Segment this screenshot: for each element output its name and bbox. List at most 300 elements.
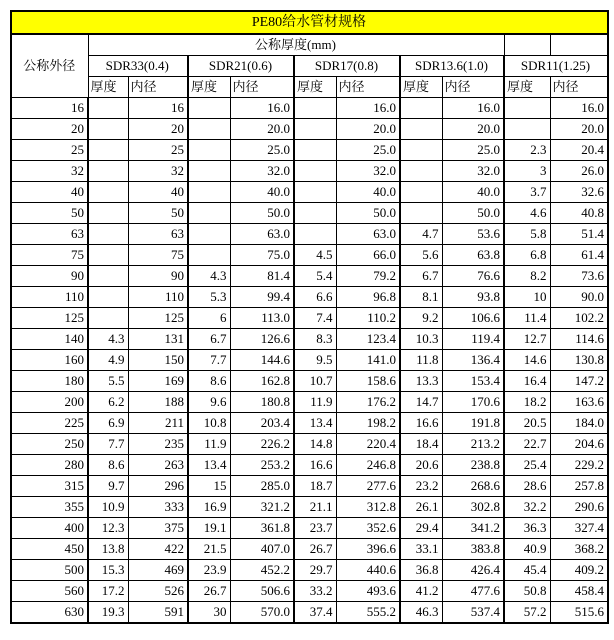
value-cell: 333: [128, 497, 188, 518]
value-cell: 90: [128, 266, 188, 287]
value-cell: 16.6: [400, 413, 442, 434]
value-cell: 184.0: [550, 413, 608, 434]
value-cell: 18.7: [294, 476, 336, 497]
value-cell: 63: [128, 224, 188, 245]
value-cell: 226.2: [230, 434, 294, 455]
table-row: [11, 245, 608, 266]
value-cell: [188, 203, 230, 224]
sdr-group-header: SDR33(0.4): [88, 56, 188, 77]
value-cell: [400, 182, 442, 203]
value-cell: 75: [128, 245, 188, 266]
value-cell: 163.6: [550, 392, 608, 413]
value-cell: 10.3: [400, 329, 442, 350]
value-cell: 8.6: [88, 455, 128, 476]
value-cell: 352.6: [336, 518, 400, 539]
value-cell: 32.2: [504, 497, 550, 518]
value-cell: 90.0: [550, 287, 608, 308]
value-cell: 422: [128, 539, 188, 560]
value-cell: 5.5: [88, 371, 128, 392]
value-cell: 375: [128, 518, 188, 539]
value-cell: 6.7: [188, 329, 230, 350]
table-row: [11, 287, 608, 308]
thickness-subheader: 厚度: [188, 77, 230, 98]
table-row: [11, 560, 608, 581]
value-cell: 246.8: [336, 455, 400, 476]
value-cell: 213.2: [442, 434, 504, 455]
value-cell: 41.2: [400, 581, 442, 602]
value-cell: 125: [128, 308, 188, 329]
inner-diameter-subheader: 内径: [128, 77, 188, 98]
value-cell: 99.4: [230, 287, 294, 308]
table-row: [11, 581, 608, 602]
title-row: [11, 11, 608, 34]
od-cell: 125: [11, 308, 88, 329]
value-cell: 6.6: [294, 287, 336, 308]
value-cell: 29.7: [294, 560, 336, 581]
value-cell: [88, 266, 128, 287]
value-cell: 26.0: [550, 161, 608, 182]
value-cell: [88, 98, 128, 119]
value-cell: 188: [128, 392, 188, 413]
value-cell: 506.6: [230, 581, 294, 602]
value-cell: [88, 224, 128, 245]
value-cell: 10: [504, 287, 550, 308]
value-cell: 150: [128, 350, 188, 371]
value-cell: 426.4: [442, 560, 504, 581]
value-cell: 22.7: [504, 434, 550, 455]
table-row: [11, 161, 608, 182]
value-cell: 235: [128, 434, 188, 455]
value-cell: 63.0: [230, 224, 294, 245]
value-cell: [88, 245, 128, 266]
thickness-subheader: 厚度: [400, 77, 442, 98]
sdr-group-header: SDR17(0.8): [294, 56, 400, 77]
value-cell: 141.0: [336, 350, 400, 371]
value-cell: 21.5: [188, 539, 230, 560]
od-header: 公称外径: [11, 34, 88, 98]
value-cell: 9.5: [294, 350, 336, 371]
value-cell: 6.2: [88, 392, 128, 413]
value-cell: 46.3: [400, 602, 442, 624]
inner-diameter-subheader: 内径: [442, 77, 504, 98]
value-cell: 12.3: [88, 518, 128, 539]
value-cell: 229.2: [550, 455, 608, 476]
value-cell: 79.2: [336, 266, 400, 287]
header-row-sdr: [11, 56, 608, 77]
value-cell: 144.6: [230, 350, 294, 371]
value-cell: 469: [128, 560, 188, 581]
value-cell: 50.0: [230, 203, 294, 224]
value-cell: 203.4: [230, 413, 294, 434]
table-row: [11, 119, 608, 140]
value-cell: 40: [128, 182, 188, 203]
thickness-subheader: 厚度: [504, 77, 550, 98]
value-cell: 20.0: [550, 119, 608, 140]
value-cell: 5.3: [188, 287, 230, 308]
table-row: [11, 98, 608, 119]
value-cell: [294, 140, 336, 161]
value-cell: 4.3: [88, 329, 128, 350]
value-cell: 25.0: [230, 140, 294, 161]
table-row: [11, 350, 608, 371]
value-cell: 131: [128, 329, 188, 350]
value-cell: 36.3: [504, 518, 550, 539]
value-cell: 33.2: [294, 581, 336, 602]
value-cell: [400, 119, 442, 140]
value-cell: 8.2: [504, 266, 550, 287]
table-row: [11, 140, 608, 161]
value-cell: 20.0: [442, 119, 504, 140]
value-cell: 13.3: [400, 371, 442, 392]
value-cell: 180.8: [230, 392, 294, 413]
value-cell: 191.8: [442, 413, 504, 434]
value-cell: [504, 119, 550, 140]
value-cell: 25.0: [336, 140, 400, 161]
od-cell: 180: [11, 371, 88, 392]
value-cell: 123.4: [336, 329, 400, 350]
value-cell: 61.4: [550, 245, 608, 266]
value-cell: 302.8: [442, 497, 504, 518]
value-cell: 312.8: [336, 497, 400, 518]
value-cell: [188, 119, 230, 140]
value-cell: [88, 182, 128, 203]
value-cell: 11.9: [294, 392, 336, 413]
value-cell: 53.6: [442, 224, 504, 245]
value-cell: 50.8: [504, 581, 550, 602]
value-cell: 16.0: [442, 98, 504, 119]
value-cell: 45.4: [504, 560, 550, 581]
value-cell: 63.0: [336, 224, 400, 245]
value-cell: [188, 224, 230, 245]
value-cell: 327.4: [550, 518, 608, 539]
value-cell: 20.5: [504, 413, 550, 434]
od-cell: 50: [11, 203, 88, 224]
value-cell: 20.4: [550, 140, 608, 161]
value-cell: 50: [128, 203, 188, 224]
value-cell: 9.2: [400, 308, 442, 329]
od-cell: 40: [11, 182, 88, 203]
value-cell: 5.8: [504, 224, 550, 245]
table-row: [11, 434, 608, 455]
table-row: [11, 371, 608, 392]
value-cell: 25: [128, 140, 188, 161]
value-cell: 6: [188, 308, 230, 329]
value-cell: [88, 203, 128, 224]
od-cell: 500: [11, 560, 88, 581]
value-cell: [294, 119, 336, 140]
table-row: [11, 518, 608, 539]
table-row: [11, 329, 608, 350]
thickness-subheader: 厚度: [294, 77, 336, 98]
value-cell: 30: [188, 602, 230, 624]
value-cell: 28.6: [504, 476, 550, 497]
value-cell: 277.6: [336, 476, 400, 497]
table-row: [11, 308, 608, 329]
od-cell: 75: [11, 245, 88, 266]
value-cell: 136.4: [442, 350, 504, 371]
value-cell: 515.6: [550, 602, 608, 624]
value-cell: 268.6: [442, 476, 504, 497]
value-cell: 591: [128, 602, 188, 624]
value-cell: 2.3: [504, 140, 550, 161]
value-cell: 33.1: [400, 539, 442, 560]
value-cell: 8.3: [294, 329, 336, 350]
value-cell: 7.7: [88, 434, 128, 455]
value-cell: 3: [504, 161, 550, 182]
od-cell: 560: [11, 581, 88, 602]
value-cell: 6.8: [504, 245, 550, 266]
value-cell: 5.4: [294, 266, 336, 287]
od-cell: 90: [11, 266, 88, 287]
value-cell: 18.4: [400, 434, 442, 455]
value-cell: 25.0: [442, 140, 504, 161]
pipe-spec-table: [10, 10, 609, 624]
value-cell: 12.7: [504, 329, 550, 350]
value-cell: 13.8: [88, 539, 128, 560]
value-cell: [400, 161, 442, 182]
value-cell: 6.9: [88, 413, 128, 434]
od-cell: 20: [11, 119, 88, 140]
value-cell: 458.4: [550, 581, 608, 602]
value-cell: 110.2: [336, 308, 400, 329]
value-cell: 8.6: [188, 371, 230, 392]
value-cell: 25.4: [504, 455, 550, 476]
value-cell: [504, 98, 550, 119]
value-cell: 147.2: [550, 371, 608, 392]
value-cell: 493.6: [336, 581, 400, 602]
value-cell: 50.0: [442, 203, 504, 224]
value-cell: 537.4: [442, 602, 504, 624]
value-cell: 57.2: [504, 602, 550, 624]
value-cell: 11.9: [188, 434, 230, 455]
value-cell: 16: [128, 98, 188, 119]
value-cell: 407.0: [230, 539, 294, 560]
empty-header-cell: [550, 34, 608, 56]
value-cell: 526: [128, 581, 188, 602]
od-cell: 315: [11, 476, 88, 497]
value-cell: [400, 140, 442, 161]
value-cell: 18.2: [504, 392, 550, 413]
value-cell: 37.4: [294, 602, 336, 624]
value-cell: 106.6: [442, 308, 504, 329]
value-cell: 32.0: [442, 161, 504, 182]
value-cell: 23.9: [188, 560, 230, 581]
value-cell: 16.0: [336, 98, 400, 119]
table-row: [11, 224, 608, 245]
value-cell: 15.3: [88, 560, 128, 581]
value-cell: 10.7: [294, 371, 336, 392]
value-cell: [88, 161, 128, 182]
table-title: PE80给水管材规格: [11, 11, 608, 34]
value-cell: 16.0: [550, 98, 608, 119]
value-cell: 452.2: [230, 560, 294, 581]
value-cell: 102.2: [550, 308, 608, 329]
table-row: [11, 602, 608, 624]
table-row: [11, 539, 608, 560]
value-cell: 153.4: [442, 371, 504, 392]
header-row-thickness: [11, 34, 608, 56]
value-cell: 16.0: [230, 98, 294, 119]
value-cell: 211: [128, 413, 188, 434]
value-cell: 63.8: [442, 245, 504, 266]
value-cell: [188, 245, 230, 266]
sdr-group-header: SDR11(1.25): [504, 56, 608, 77]
value-cell: [88, 308, 128, 329]
od-cell: 630: [11, 602, 88, 624]
value-cell: 396.6: [336, 539, 400, 560]
table-row: [11, 497, 608, 518]
value-cell: 409.2: [550, 560, 608, 581]
value-cell: 21.1: [294, 497, 336, 518]
value-cell: 169: [128, 371, 188, 392]
value-cell: 14.6: [504, 350, 550, 371]
value-cell: 66.0: [336, 245, 400, 266]
value-cell: 285.0: [230, 476, 294, 497]
value-cell: [294, 182, 336, 203]
od-cell: 250: [11, 434, 88, 455]
value-cell: [400, 203, 442, 224]
value-cell: 10.8: [188, 413, 230, 434]
value-cell: 40.0: [336, 182, 400, 203]
inner-diameter-subheader: 内径: [336, 77, 400, 98]
value-cell: 383.8: [442, 539, 504, 560]
table-row: [11, 413, 608, 434]
value-cell: 14.8: [294, 434, 336, 455]
value-cell: [294, 203, 336, 224]
value-cell: 5.6: [400, 245, 442, 266]
value-cell: 220.4: [336, 434, 400, 455]
value-cell: 4.6: [504, 203, 550, 224]
value-cell: 26.1: [400, 497, 442, 518]
value-cell: 26.7: [188, 581, 230, 602]
value-cell: [88, 119, 128, 140]
value-cell: 13.4: [188, 455, 230, 476]
value-cell: 16.9: [188, 497, 230, 518]
value-cell: [294, 98, 336, 119]
table-row: [11, 476, 608, 497]
value-cell: [188, 182, 230, 203]
value-cell: 170.6: [442, 392, 504, 413]
od-cell: 280: [11, 455, 88, 476]
value-cell: [294, 161, 336, 182]
value-cell: 93.8: [442, 287, 504, 308]
value-cell: 3.7: [504, 182, 550, 203]
value-cell: 257.8: [550, 476, 608, 497]
value-cell: 75.0: [230, 245, 294, 266]
od-cell: 160: [11, 350, 88, 371]
value-cell: 113.0: [230, 308, 294, 329]
value-cell: 238.8: [442, 455, 504, 476]
value-cell: 32: [128, 161, 188, 182]
value-cell: 119.4: [442, 329, 504, 350]
od-cell: 16: [11, 98, 88, 119]
value-cell: 9.6: [188, 392, 230, 413]
value-cell: 26.7: [294, 539, 336, 560]
table-row: [11, 182, 608, 203]
value-cell: 4.3: [188, 266, 230, 287]
value-cell: 81.4: [230, 266, 294, 287]
value-cell: [88, 287, 128, 308]
value-cell: 296: [128, 476, 188, 497]
value-cell: 19.1: [188, 518, 230, 539]
nominal-thickness-header: 公称厚度(mm): [88, 34, 504, 56]
value-cell: 96.8: [336, 287, 400, 308]
sdr-group-header: SDR13.6(1.0): [400, 56, 504, 77]
value-cell: 36.8: [400, 560, 442, 581]
value-cell: 321.2: [230, 497, 294, 518]
value-cell: 20.0: [336, 119, 400, 140]
value-cell: 40.9: [504, 539, 550, 560]
value-cell: 204.6: [550, 434, 608, 455]
value-cell: 16.4: [504, 371, 550, 392]
value-cell: [188, 161, 230, 182]
empty-header-cell: [504, 34, 550, 56]
table-body: [11, 98, 608, 624]
value-cell: 29.4: [400, 518, 442, 539]
value-cell: 4.9: [88, 350, 128, 371]
value-cell: 4.7: [400, 224, 442, 245]
value-cell: 10.9: [88, 497, 128, 518]
value-cell: 19.3: [88, 602, 128, 624]
inner-diameter-subheader: 内径: [550, 77, 608, 98]
value-cell: 7.4: [294, 308, 336, 329]
od-cell: 140: [11, 329, 88, 350]
value-cell: [294, 224, 336, 245]
od-cell: 32: [11, 161, 88, 182]
od-cell: 450: [11, 539, 88, 560]
value-cell: 126.6: [230, 329, 294, 350]
value-cell: 40.0: [230, 182, 294, 203]
value-cell: [88, 140, 128, 161]
value-cell: 40.0: [442, 182, 504, 203]
value-cell: 14.7: [400, 392, 442, 413]
value-cell: 51.4: [550, 224, 608, 245]
value-cell: 130.8: [550, 350, 608, 371]
value-cell: 6.7: [400, 266, 442, 287]
value-cell: 20.6: [400, 455, 442, 476]
value-cell: 15: [188, 476, 230, 497]
value-cell: 20.0: [230, 119, 294, 140]
od-cell: 400: [11, 518, 88, 539]
value-cell: 16.6: [294, 455, 336, 476]
value-cell: 17.2: [88, 581, 128, 602]
sdr-group-header: SDR21(0.6): [188, 56, 294, 77]
value-cell: 440.6: [336, 560, 400, 581]
value-cell: 110: [128, 287, 188, 308]
value-cell: 20: [128, 119, 188, 140]
table-row: [11, 455, 608, 476]
value-cell: [188, 140, 230, 161]
value-cell: 40.8: [550, 203, 608, 224]
table-row: [11, 203, 608, 224]
value-cell: 32.6: [550, 182, 608, 203]
value-cell: 76.6: [442, 266, 504, 287]
table-row: [11, 392, 608, 413]
value-cell: 570.0: [230, 602, 294, 624]
od-cell: 200: [11, 392, 88, 413]
value-cell: 4.5: [294, 245, 336, 266]
od-cell: 110: [11, 287, 88, 308]
value-cell: 341.2: [442, 518, 504, 539]
value-cell: 73.6: [550, 266, 608, 287]
od-cell: 225: [11, 413, 88, 434]
value-cell: 11.4: [504, 308, 550, 329]
value-cell: 13.4: [294, 413, 336, 434]
value-cell: 32.0: [230, 161, 294, 182]
value-cell: [400, 98, 442, 119]
value-cell: 555.2: [336, 602, 400, 624]
value-cell: 477.6: [442, 581, 504, 602]
